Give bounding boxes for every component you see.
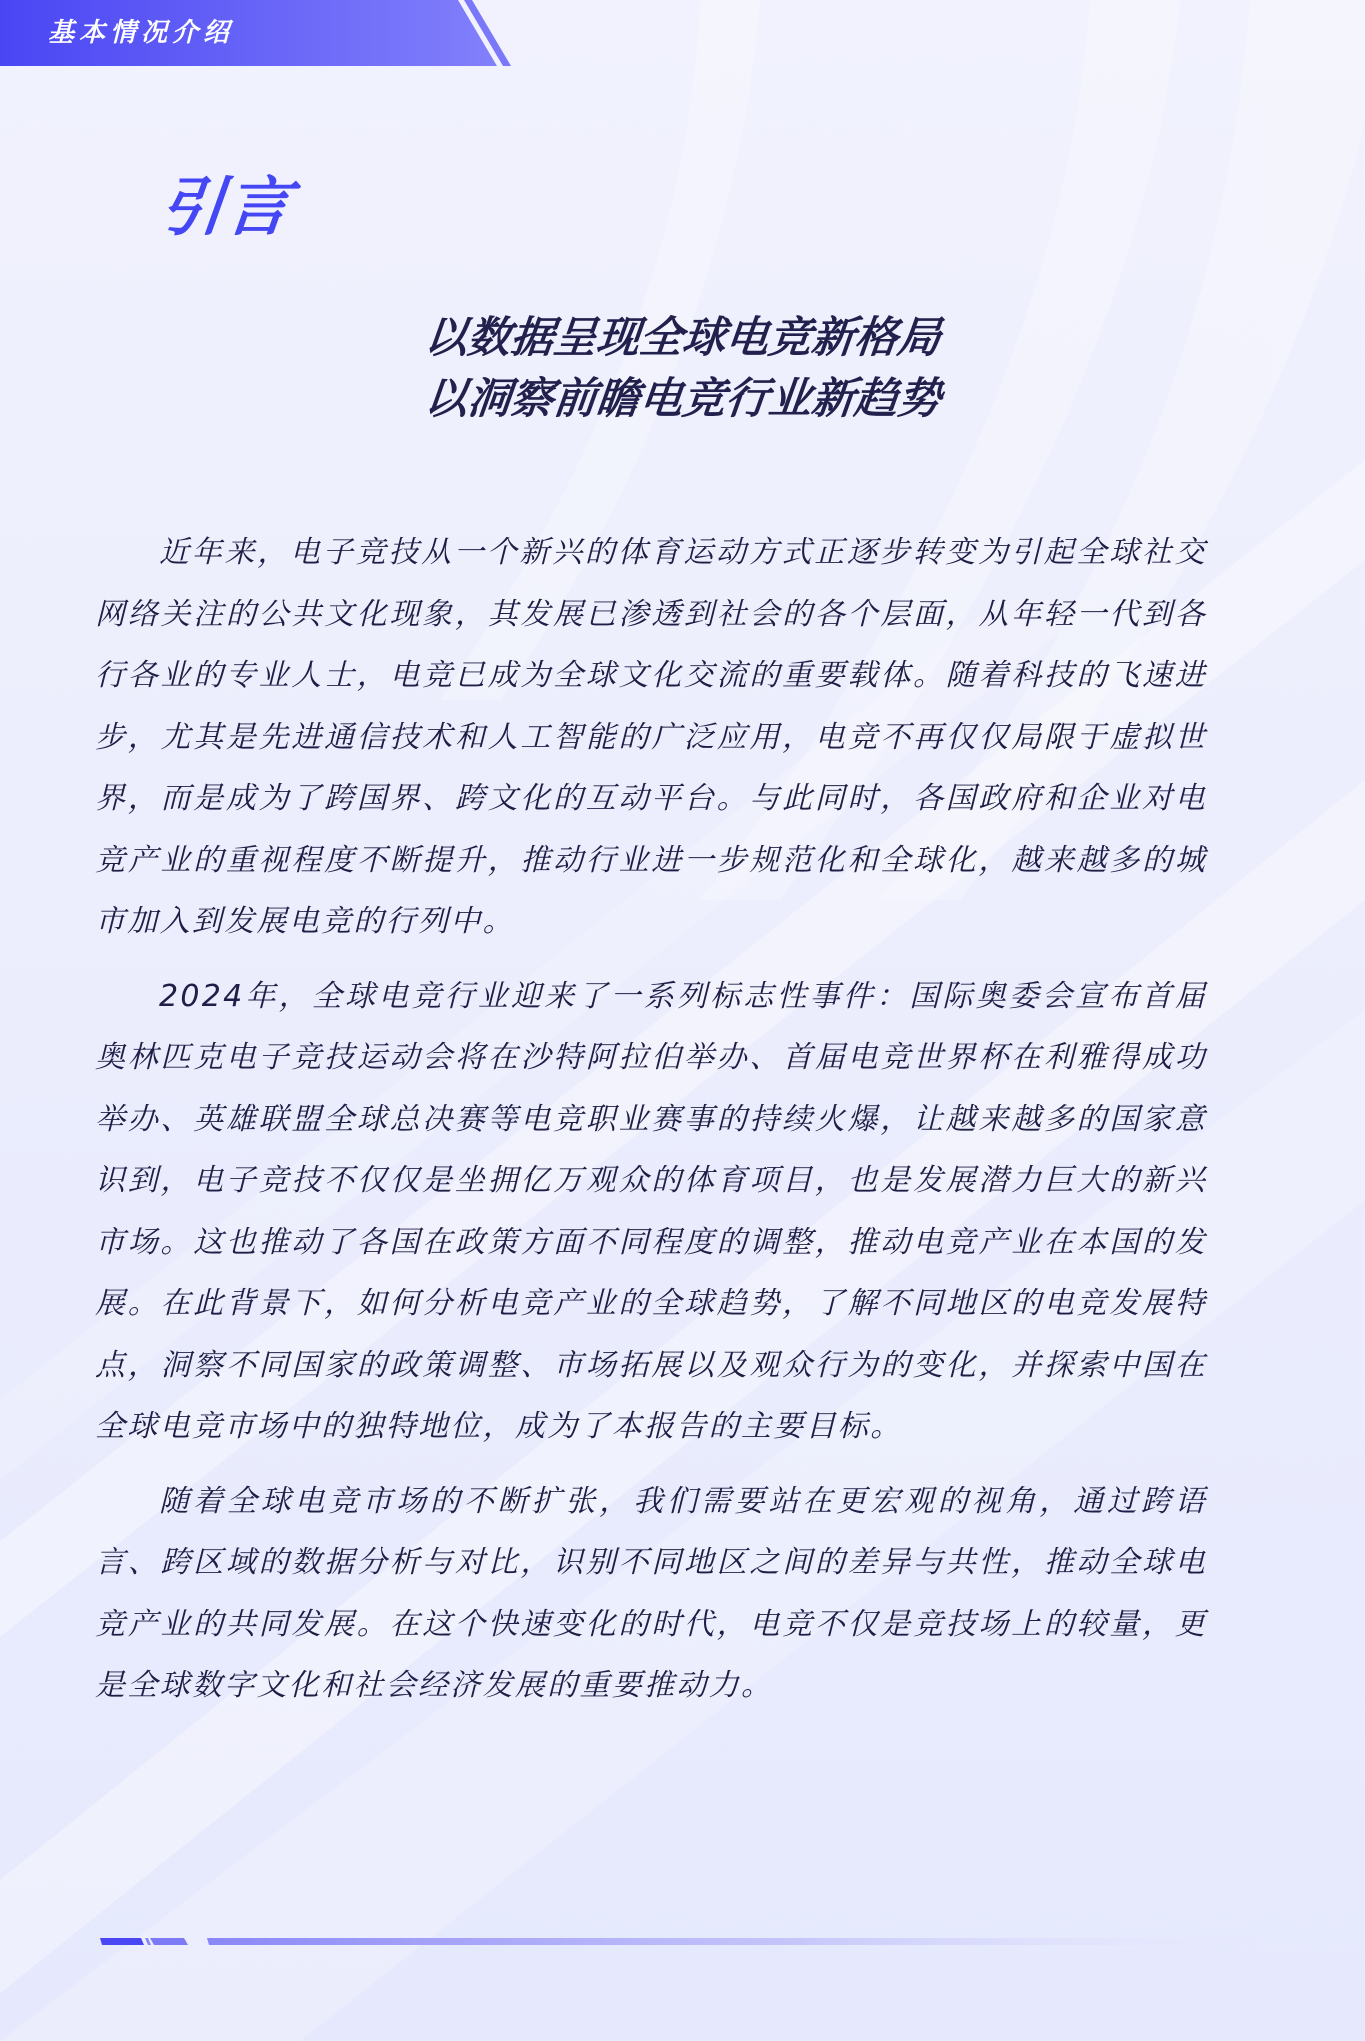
subtitle-line: 以数据呈现全球电竞新格局 [421,313,944,363]
paragraph: 近年来，电子竞技从一个新兴的体育运动方式正逐步转变为引起全球社交网络关注的公共文化现象，其发展已渗透到社会的各个层面，从年轻一代到各行各业的专业人士，电竞已成为全球文化交流的重要载体。随着科技的飞速进步，尤其是先进通信技术和人工智能的广泛应用，电竞不再仅仅局限于虚拟世界，而是成为了跨国界、跨文化的互动平台。与此同时，各国政府和企业对电竞产业的重视程度不断提升，推动行业进一步规范化和全球化，越来越多的城市加入到发展电竞的行列中。 [95,535,1207,939]
body-text [95,522,1207,1730]
page-title: 引言 [156,171,296,245]
subtitle-line: 以洞察前瞻电竞行业新趋势 [421,374,944,424]
section-label: 基本情况介绍 [48,18,235,48]
subtitle [0,308,1365,430]
paragraph: 2024年，全球电竞行业迎来了一系列标志性事件：国际奥委会宣布首届奥林匹克电子竞技运动会将在沙特阿拉伯举办、首届电竞世界杯在利雅得成功举办、英雄联盟全球总决赛等电竞职业赛事的持续火爆，让越来越多的国家意识到，电子竞技不仅仅是坐拥亿万观众的体育项目，也是发展潜力巨大的新兴市场。这也推动了各国在政策方面不同程度的调整，推动电竞产业在本国的发展。在此背景下，如何分析电竞产业的全球趋势，了解不同地区的电竞发展特点，洞察不同国家的政策调整、市场拓展以及观众行为的变化，并探索中国在全球电竞市场中的独特地位，成为了本报告的主要目标。 [95,978,1207,1444]
section-banner [0,0,520,66]
paragraph: 随着全球电竞市场的不断扩张，我们需要站在更宏观的视角，通过跨语言、跨区域的数据分析与对比，识别不同地区之间的差异与共性，推动全球电竞产业的共同发展。在这个快速变化的时代，电竞不仅是竞技场上的较量，更是全球数字文化和社会经济发展的重要推动力。 [95,1483,1207,1703]
footer-divider [100,1938,1270,1945]
